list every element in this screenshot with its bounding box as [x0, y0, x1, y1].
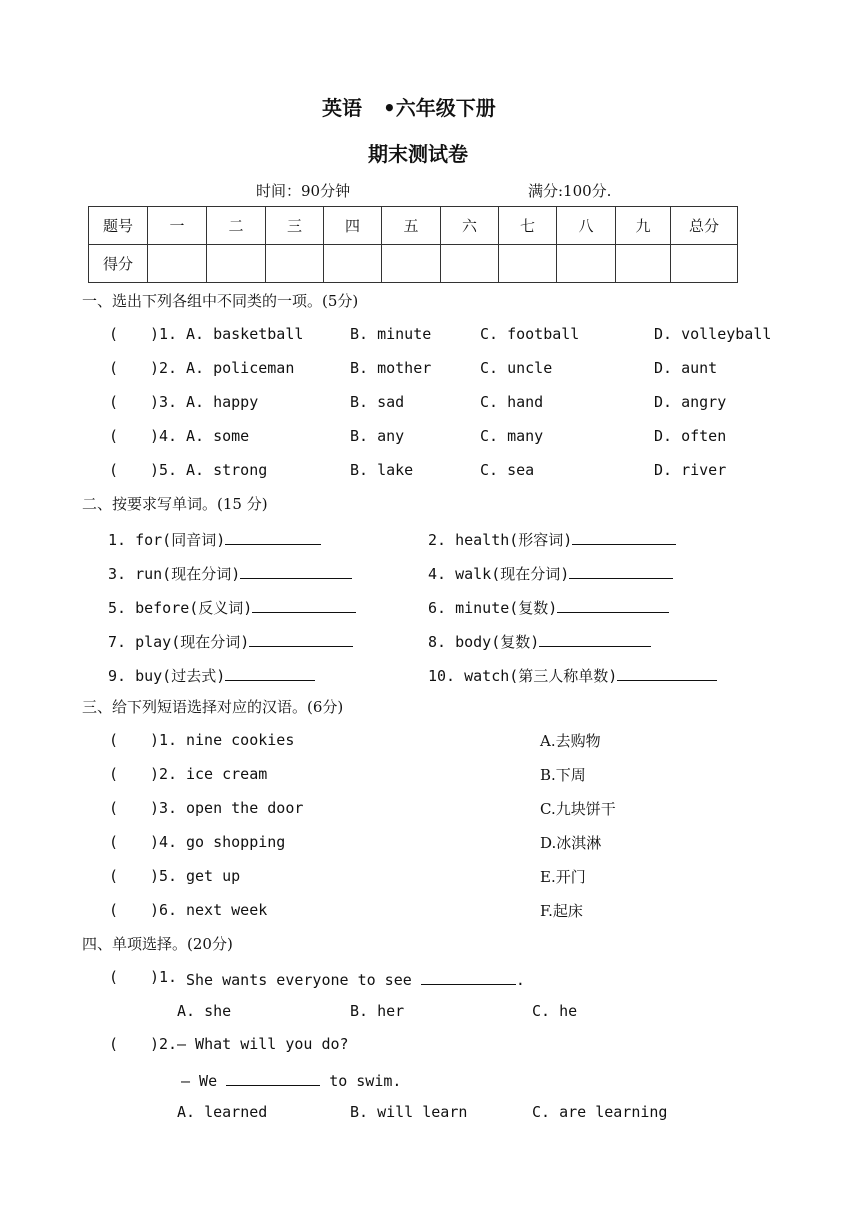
score-input-cell[interactable] [557, 245, 616, 283]
phrase-en: ice cream [186, 765, 268, 783]
phrase-cn-option: C.九块饼干 [540, 800, 616, 818]
dialog-line: — What will you do? [177, 1035, 349, 1053]
question-stem [186, 968, 525, 989]
section-heading: 二、按要求写单词。(15 分) [82, 495, 268, 513]
option-c: C. are learning [532, 1103, 668, 1121]
word-item [428, 630, 651, 652]
option-b: B. sad [350, 393, 405, 411]
question-number: )1. [150, 968, 178, 986]
question-number: )2. [150, 359, 178, 377]
word-item-label: 2. health(形容词) [428, 531, 573, 549]
page-subtitle: 期末测试卷 [368, 142, 468, 166]
option-b: B. will learn [350, 1103, 468, 1121]
table-cell: 六 [441, 207, 499, 245]
stem-text: She wants everyone to see [186, 971, 412, 989]
word-item-label: 1. for(同音词) [108, 531, 226, 549]
phrase-en: go shopping [186, 833, 286, 851]
option-c: C. sea [480, 461, 535, 479]
phrase-cn-option: B.下周 [540, 766, 586, 784]
answer-blank[interactable] [557, 596, 669, 613]
word-item-label: 6. minute(复数) [428, 599, 558, 617]
word-item [108, 664, 315, 686]
answer-paren[interactable]: ( [109, 393, 119, 411]
option-a: A. happy [186, 393, 259, 411]
dialog-text: to swim. [329, 1072, 402, 1090]
score-input-cell[interactable] [148, 245, 207, 283]
title-grade: •六年级下册 [383, 96, 496, 120]
option-c: C. many [480, 427, 544, 445]
answer-paren[interactable]: ( [109, 833, 119, 851]
answer-paren[interactable]: ( [109, 799, 119, 817]
table-cell: 七 [499, 207, 557, 245]
phrase-cn-option: D.冰淇淋 [540, 834, 602, 852]
score-input-cell[interactable] [441, 245, 499, 283]
answer-blank[interactable] [240, 562, 352, 579]
answer-blank[interactable] [225, 528, 321, 545]
word-item-label: 7. play(现在分词) [108, 633, 250, 651]
phrase-cn-option: A.去购物 [540, 732, 601, 750]
question-number: )1. [150, 731, 178, 749]
option-a: A. policeman [186, 359, 295, 377]
option-d: D. aunt [654, 359, 718, 377]
section-heading: 一、选出下列各组中不同类的一项。(5分) [82, 292, 359, 310]
word-item-label: 4. walk(现在分词) [428, 565, 570, 583]
answer-blank[interactable] [572, 528, 676, 545]
word-item-label: 3. run(现在分词) [108, 565, 241, 583]
question-number: )6. [150, 901, 178, 919]
answer-blank[interactable] [226, 1069, 320, 1086]
option-b: B. her [350, 1002, 405, 1020]
word-item [428, 596, 669, 618]
answer-paren[interactable]: ( [109, 867, 119, 885]
answer-paren[interactable]: ( [109, 968, 119, 986]
table-cell: 总分 [671, 207, 738, 245]
option-b: B. any [350, 427, 405, 445]
answer-blank[interactable] [569, 562, 673, 579]
word-item [108, 528, 321, 550]
phrase-cn-option: E.开门 [540, 868, 586, 886]
question-number: )5. [150, 867, 178, 885]
answer-paren[interactable]: ( [109, 461, 119, 479]
word-item [108, 630, 353, 652]
option-a: A. strong [186, 461, 268, 479]
answer-paren[interactable]: ( [109, 731, 119, 749]
answer-blank[interactable] [249, 630, 353, 647]
dialog-text: — We [181, 1072, 218, 1090]
answer-paren[interactable]: ( [109, 359, 119, 377]
phrase-cn-option: F.起床 [540, 902, 583, 920]
option-b: B. mother [350, 359, 432, 377]
word-item-label: 10. watch(第三人称单数) [428, 667, 618, 685]
option-d: D. river [654, 461, 727, 479]
word-item-label: 8. body(复数) [428, 633, 540, 651]
question-number: )3. [150, 799, 178, 817]
answer-paren[interactable]: ( [109, 427, 119, 445]
phrase-en: next week [186, 901, 268, 919]
word-item [428, 528, 676, 550]
title-subject: 英语 [322, 96, 362, 120]
section-heading: 三、给下列短语选择对应的汉语。(6分) [82, 698, 344, 716]
option-c: C. uncle [480, 359, 553, 377]
option-b: B. lake [350, 461, 414, 479]
option-c: C. hand [480, 393, 544, 411]
question-number: )4. [150, 833, 178, 851]
score-input-cell[interactable] [324, 245, 382, 283]
answer-paren[interactable]: ( [109, 765, 119, 783]
answer-blank[interactable] [539, 630, 651, 647]
score-input-cell[interactable] [266, 245, 324, 283]
word-item [108, 562, 352, 584]
score-input-cell[interactable] [616, 245, 671, 283]
word-item [108, 596, 356, 618]
option-a: A. learned [177, 1103, 268, 1121]
phrase-en: get up [186, 867, 241, 885]
word-item-label: 9. buy(过去式) [108, 667, 226, 685]
question-number: )3. [150, 393, 178, 411]
table-cell: 得分 [89, 245, 148, 283]
table-cell: 二 [207, 207, 266, 245]
option-b: B. minute [350, 325, 432, 343]
section-heading: 四、单项选择。(20分) [82, 935, 233, 953]
answer-paren[interactable]: ( [109, 901, 119, 919]
answer-blank[interactable] [225, 664, 315, 681]
answer-paren[interactable]: ( [109, 325, 119, 343]
score-input-cell[interactable] [671, 245, 738, 283]
answer-paren[interactable]: ( [109, 1035, 119, 1053]
option-a: A. some [186, 427, 250, 445]
word-item [428, 562, 673, 584]
question-number: )1. [150, 325, 178, 343]
option-d: D. volleyball [654, 325, 772, 343]
table-cell: 五 [382, 207, 441, 245]
phrase-en: open the door [186, 799, 304, 817]
phrase-en: nine cookies [186, 731, 295, 749]
exam-time: 时间：90分钟 [256, 182, 351, 200]
option-a: A. basketball [186, 325, 304, 343]
table-cell: 题号 [89, 207, 148, 245]
dialog-line [181, 1069, 401, 1090]
question-number: )5. [150, 461, 178, 479]
answer-blank[interactable] [617, 664, 717, 681]
table-cell: 四 [324, 207, 382, 245]
question-number: )4. [150, 427, 178, 445]
table-cell: 九 [616, 207, 671, 245]
table-cell: 三 [266, 207, 324, 245]
score-input-cell[interactable] [382, 245, 441, 283]
stem-end: . [515, 971, 525, 989]
option-c: C. he [532, 1002, 578, 1020]
table-cell: 一 [148, 207, 207, 245]
option-d: D. angry [654, 393, 727, 411]
score-input-cell[interactable] [207, 245, 266, 283]
answer-blank[interactable] [421, 968, 516, 985]
option-a: A. she [177, 1002, 232, 1020]
option-d: D. often [654, 427, 727, 445]
question-number: )2. [150, 765, 178, 783]
word-item [428, 664, 717, 686]
option-c: C. football [480, 325, 580, 343]
score-input-cell[interactable] [499, 245, 557, 283]
score-table [88, 206, 738, 283]
score-table-score-row [89, 245, 738, 283]
table-cell: 八 [557, 207, 616, 245]
word-item-label: 5. before(反义词) [108, 599, 253, 617]
answer-blank[interactable] [252, 596, 356, 613]
question-number: )2. [150, 1035, 178, 1053]
exam-score: 满分:100分. [528, 182, 612, 200]
score-table-header-row [89, 207, 738, 245]
